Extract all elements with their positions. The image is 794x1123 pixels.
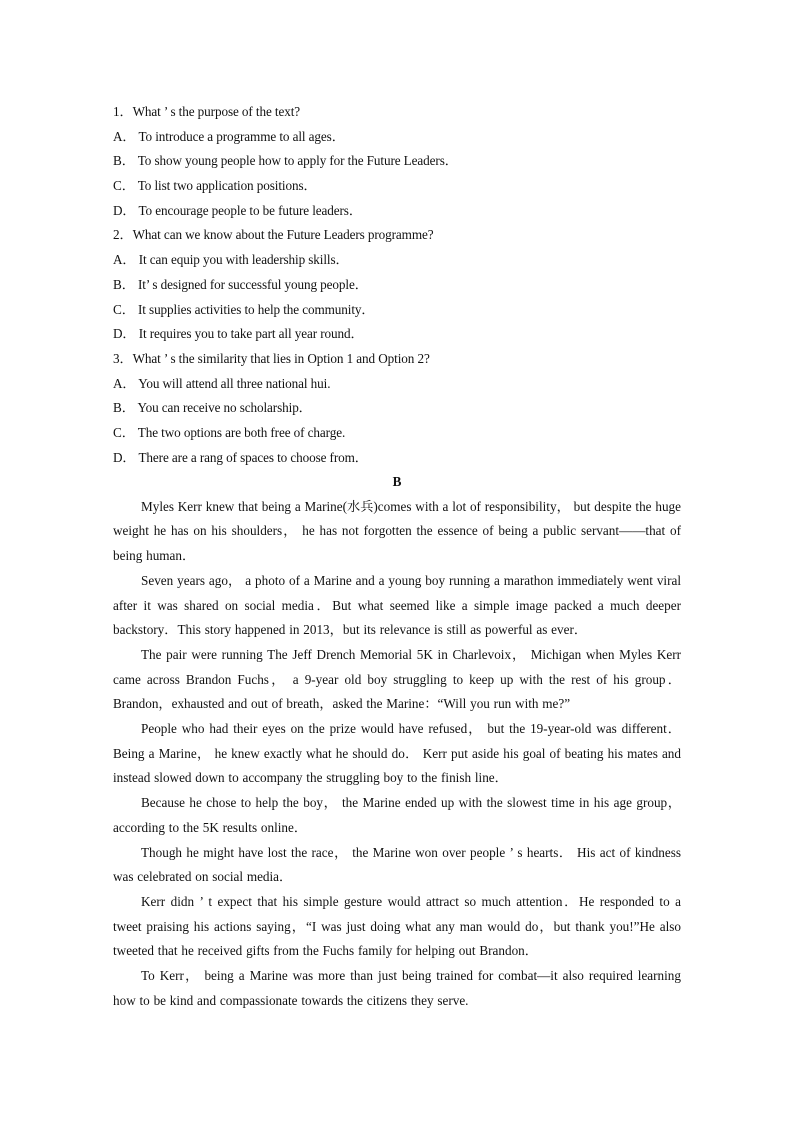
option-d: D． It requires you to take part all year round． xyxy=(113,326,364,342)
option-c: C． The two options are both free of charge. xyxy=(113,424,346,440)
option-a: A． You will attend all three national hui. xyxy=(113,375,331,391)
option-c: C． It supplies activities to help the community． xyxy=(113,301,375,317)
reading-passage xyxy=(113,470,681,1013)
option-a: A． It can equip you with leadership skills． xyxy=(113,252,349,268)
passage-paragraph: Though he might have lost the race， the Marine won over people ’ s hearts． His act of kindness was celebrated on social media． xyxy=(113,844,681,885)
passage-paragraph: Myles Kerr knew that being a Marine(水兵)comes with a lot of responsibility， but despite the huge weight he has on his shoulders， he has not forgotten the essence of being a public servant——that of being human． xyxy=(113,498,681,564)
question-stem: 1．What ’ s the purpose of the text? xyxy=(113,104,301,119)
option-c: C． To list two application positions． xyxy=(113,178,317,194)
question-stem: 2．What can we know about the Future Leaders programme? xyxy=(113,227,434,243)
passage-paragraph: Seven years ago， a photo of a Marine and a young boy running a marathon immediately went viral after it was shared on social media．But what seemed like a simple image packed a much deeper backstory．This story happened in 2013，but its relevance is still as powerful as ever． xyxy=(113,572,681,638)
option-d: D． To encourage people to be future leaders． xyxy=(113,202,362,218)
option-d: D． There are a rang of spaces to choose from． xyxy=(113,449,368,465)
question-stem: 3．What ’ s the similarity that lies in Option 1 and Option 2? xyxy=(113,350,430,366)
option-b: B． It’ s designed for successful young people． xyxy=(113,276,368,292)
section-title: B xyxy=(392,474,402,489)
passage-paragraph: To Kerr， being a Marine was more than just being trained for combat—it also required learning how to be kind and compassionate towards the citizens they serve. xyxy=(113,968,681,1008)
question-list xyxy=(113,100,683,470)
passage-paragraph: People who had their eyes on the prize would have refused， but the 19-year-old was different． Being a Marine， he knew exactly what he should do． Kerr put aside his goal of beating his mates and instead slowed down to accompany the struggling boy to the finish line． xyxy=(113,721,681,786)
passage-paragraph: Because he chose to help the boy， the Marine ended up with the slowest time in his age group，according to the 5K results online． xyxy=(113,795,681,835)
option-b: B． To show young people how to apply for the Future Leaders． xyxy=(113,153,458,169)
option-b: B． You can receive no scholarship． xyxy=(113,400,312,416)
passage-paragraph: The pair were running The Jeff Drench Memorial 5K in Charlevoix， Michigan when Myles Kerr came across Brandon Fuchs， a 9-year old boy struggling to keep up with the rest of his group．Brandon，exhausted and out of breath，asked the Marine：“Will you run with me?” xyxy=(113,646,681,712)
passage-paragraph: Kerr didn ’ t expect that his simple gesture would attract so much attention．He responded to a tweet praising his actions saying，“I was just doing what any man would do，but thank you!”He also tweeted that he received gifts from the Fuchs family for helping out Brandon． xyxy=(113,893,681,959)
option-a: A． To introduce a programme to all ages． xyxy=(113,128,345,144)
